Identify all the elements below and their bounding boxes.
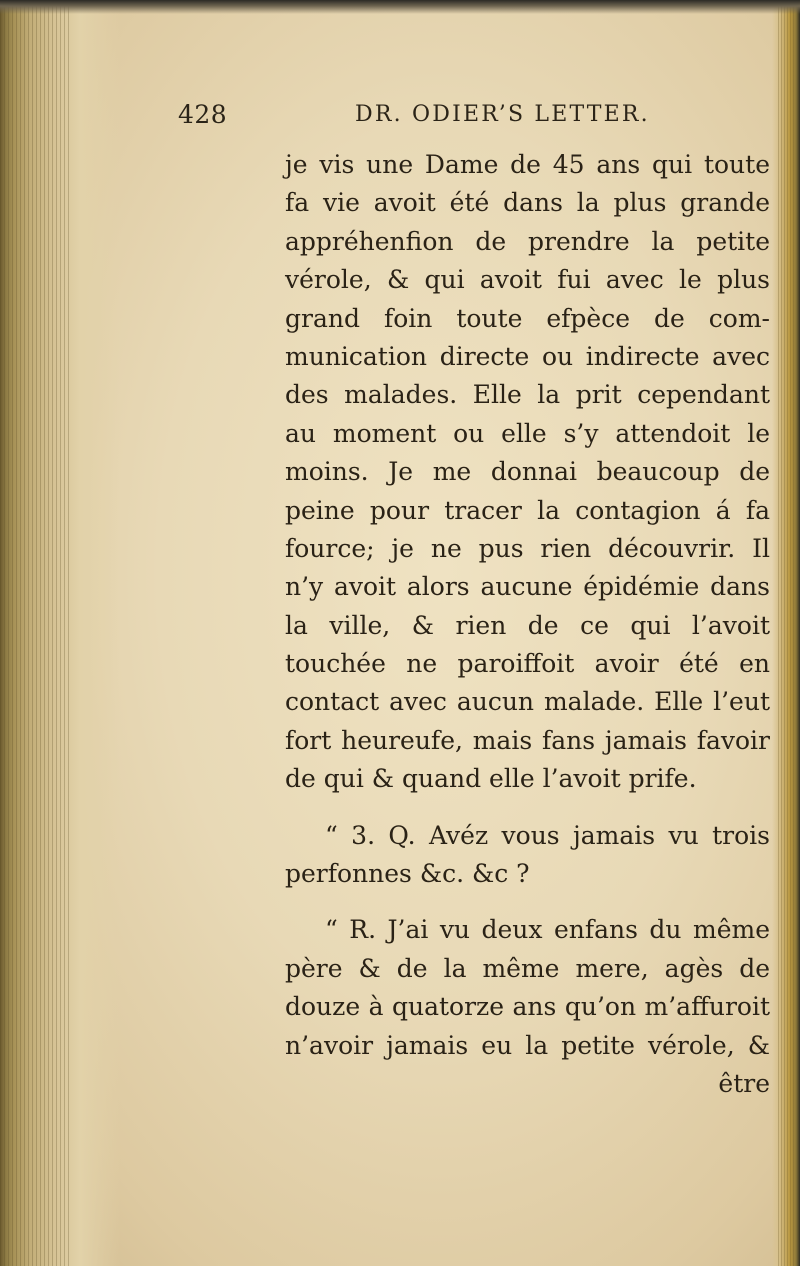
text-line: fort heureufe, mais fans jamais favoir xyxy=(285,725,770,755)
text-line: vérole, & qui avoit fui avec le plus xyxy=(285,265,770,295)
text-line: des malades. Elle la prit cependant xyxy=(285,380,770,410)
text-line: contact avec aucun malade. Elle l’eut xyxy=(285,687,770,717)
text-line: peine pour tracer la contagion á fa xyxy=(285,495,770,525)
paragraph-3 xyxy=(285,911,770,1103)
running-head: DR. ODIER’S LETTER. xyxy=(355,102,650,127)
text-line: je vis une Dame de 45 ans qui toute xyxy=(285,150,770,179)
text-line: la ville, & rien de ce qui l’avoit xyxy=(285,610,770,640)
text-line: moins. Je me donnai beaucoup de xyxy=(285,457,770,487)
catchword: être xyxy=(718,1068,770,1098)
text-line: grand foin toute efpèce de com- xyxy=(285,303,770,333)
gutter-page-edges xyxy=(0,0,70,1266)
text-line: de qui & quand elle l’avoit prife. xyxy=(285,764,697,794)
page-number: 428 xyxy=(178,100,228,129)
paragraph-1 xyxy=(285,146,770,799)
text-line: “ 3. Q. Avéz vous jamais vu trois xyxy=(325,820,770,850)
text-line: touchée ne paroiffoit avoir été en xyxy=(285,649,770,679)
right-page-edge-lines xyxy=(778,0,796,1266)
text-line: père & de la même mere, agès de xyxy=(285,953,770,983)
text-line: perfonnes &c. &c ? xyxy=(285,859,530,889)
text-line: n’y avoit alors aucune épidémie dans xyxy=(285,572,770,602)
text-line: au moment ou elle s’y attendoit le xyxy=(285,418,770,448)
text-line: fa vie avoit été dans la plus grande xyxy=(285,188,770,218)
body-text xyxy=(285,146,770,1103)
text-line: fource; je ne pus rien découvrir. Il xyxy=(285,533,770,563)
text-line: appréhenfion de prendre la petite xyxy=(285,226,770,256)
text-line: douze à quatorze ans qu’on m’affuroit xyxy=(285,992,770,1022)
text-line: n’avoir jamais eu la petite vérole, & xyxy=(285,1030,770,1060)
paragraph-2 xyxy=(285,817,770,894)
text-line: munication directe ou indirecte avec xyxy=(285,341,770,371)
top-page-edge xyxy=(0,0,800,14)
text-line: “ R. J’ai vu deux enfans du même xyxy=(325,915,770,945)
